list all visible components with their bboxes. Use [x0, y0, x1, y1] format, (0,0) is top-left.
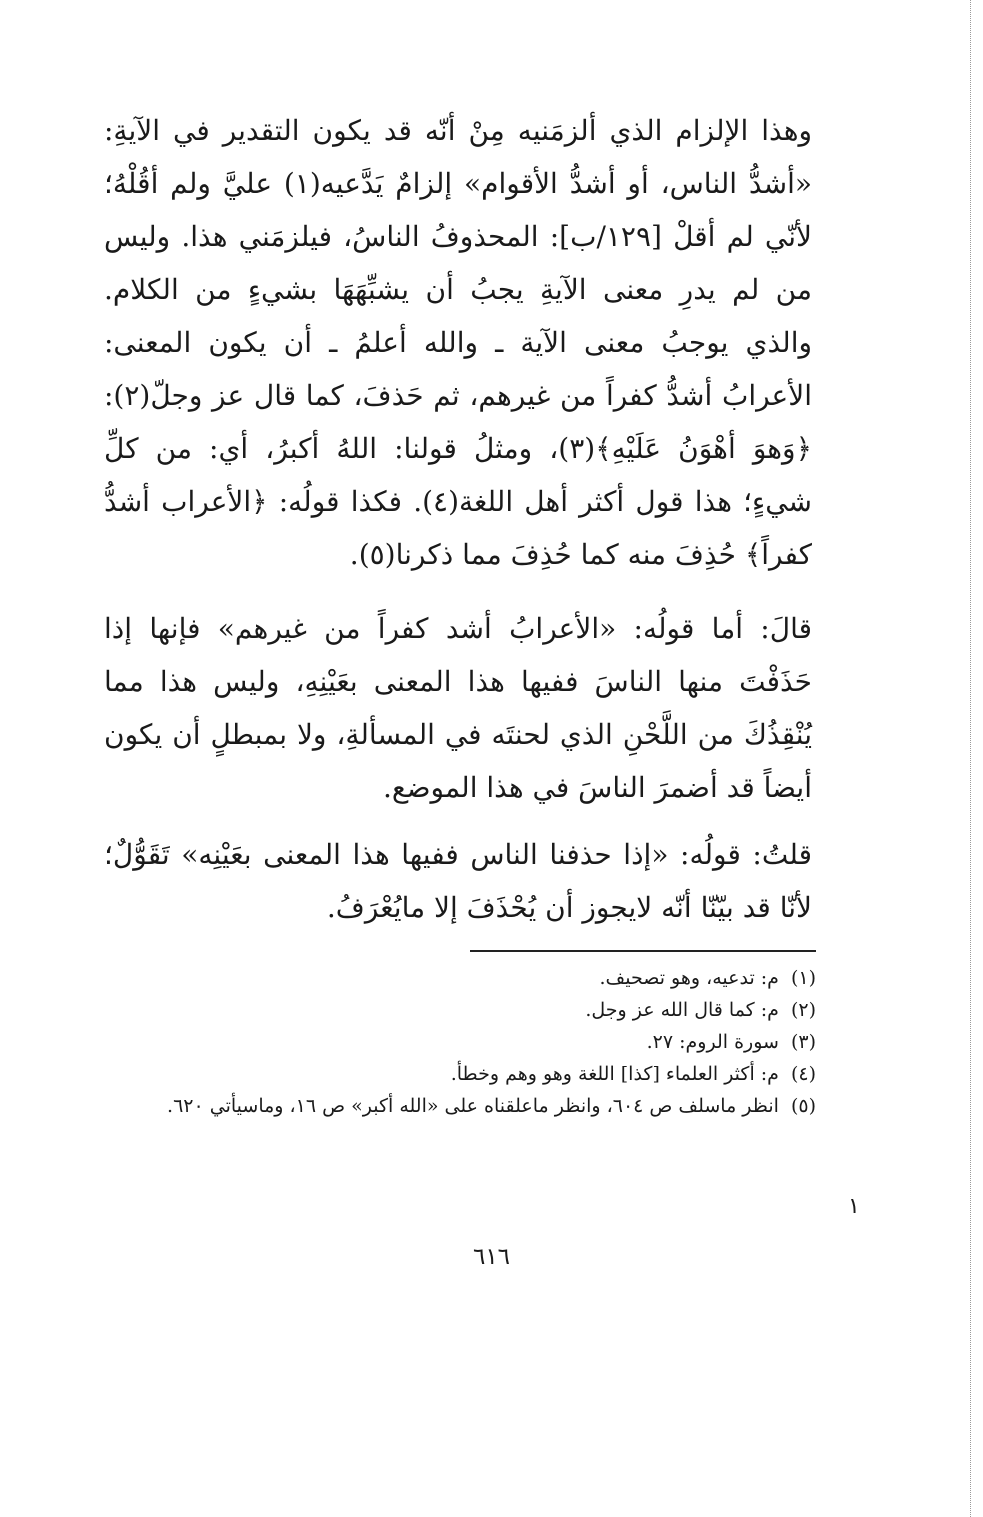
footnote-separator — [470, 950, 816, 952]
main-text-paragraph-1 — [104, 104, 812, 581]
footnote-2 — [104, 994, 816, 1026]
paragraph-text: قالَ: أما قولُه: «الأعرابُ أشد كفراً من غيرهم» فإنها إذا حَذَفْتَ منها الناسَ ففيها هذا المعنى بعَيْنِهِ، وليس هذا مما يُنْقِذُكَ من اللَّحْنِ الذي لحنتَه في المسألةِ، ولا بمبطلٍ أن يكون أيضاً قد أضمرَ الناسَ في هذا الموضع. — [104, 612, 812, 804]
footnote-text: م: أكثر العلماء [كذا] اللغة وهو وهم وخطأ. — [450, 1063, 779, 1085]
footnote-number: (٤) — [790, 1063, 816, 1085]
footnote-number: (١) — [790, 967, 816, 989]
footnote-text: سورة الروم: ٢٧. — [646, 1031, 779, 1053]
footnote-number: (٢) — [790, 999, 816, 1021]
footnotes — [104, 962, 816, 1122]
margin-mark: ١ — [848, 1194, 860, 1219]
page-number: ٦١٦ — [472, 1244, 511, 1270]
paragraph-text: وهذا الإلزام الذي ألزمَنيه مِنْ أنّه قد يكون التقدير في الآيةِ: «أشدُّ الناس، أو أشدُّ الأقوام» إلزامٌ يَدَّعيه(١) عليَّ ولم أقُلْهُ؛ لأنّي لم أقلْ [١٢٩/ب]: المحذوفُ الناسُ، فيلزمَني هذا. وليس من لم يدرِ معنى الآيةِ يجبُ أن يشبِّهَهَا بشيءٍ من الكلام. والذي يوجبُ معنى الآية ـ والله أعلمُ ـ أن يكون المعنى: الأعرابُ أشدُّ كفراً من غيرهم، ثم حَذفَ، كما قال عز وجلّ(٢): ﴿وَهوَ أهْوَنُ عَلَيْهِ﴾(٣)، ومثلُ قولنا: اللهُ أكبرُ، أي: من كلِّ شيءٍ؛ هذا قول أكثر أهل اللغة(٤). فكذا قولُه: ﴿الأعراب أشدُّ كفراً﴾ حُذِفَ منه كما حُذِفَ مما ذكرنا(٥). — [104, 114, 813, 571]
footnote-text: انظر ماسلف ص ٦٠٤، وانظر ماعلقناه على «الله أكبر» ص ١٦، وماسيأتي ٦٢٠. — [167, 1095, 779, 1117]
footnote-text: م: كما قال الله عز وجل. — [585, 999, 779, 1021]
footnote-4 — [104, 1058, 816, 1090]
footnote-1 — [104, 962, 816, 994]
footnote-text: م: تدعيه، وهو تصحيف. — [599, 967, 779, 989]
footnote-number: (٥) — [790, 1095, 816, 1117]
footnote-number: (٣) — [790, 1031, 816, 1053]
main-text-paragraph-2 — [104, 602, 812, 814]
paragraph-text: قلتُ: قولُه: «إذا حذفنا الناس ففيها هذا المعنى بعَيْنِه» تَقَوُّلٌ؛ لأنّا قد بيّنّا أنّه لايجوز أن يُحْذَفَ إلا مايُعْرَفُ. — [104, 838, 812, 924]
main-text-paragraph-3 — [104, 828, 812, 934]
footnote-3 — [104, 1026, 816, 1058]
footnote-5 — [104, 1090, 816, 1122]
scan-edge-line — [969, 0, 971, 1517]
